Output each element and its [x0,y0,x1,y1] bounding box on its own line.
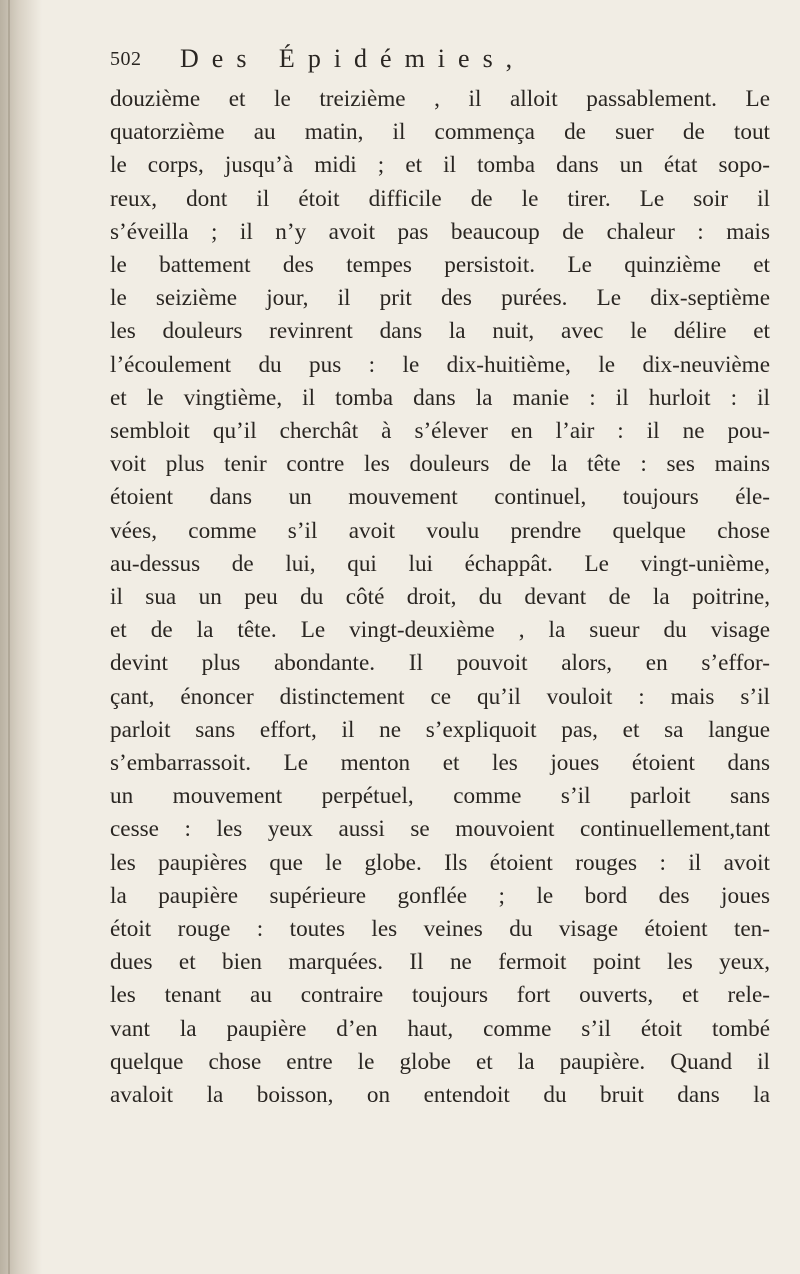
text-line: dues et bien marquées. Il ne fermoit point les yeux, [110,949,770,976]
text-line: au-dessus de lui, qui lui échappât. Le vingt-unième, [110,550,770,577]
text-line: le seizième jour, il prit des purées. Le dix-septième [110,285,770,312]
text-line: quelque chose entre le globe et la paupière. Quand il [110,1048,770,1075]
text-line: le corps, jusqu’à midi ; et il tomba dans un état sopo- [110,152,770,179]
text-line: un mouvement perpétuel, comme s’il parloit sans [110,783,770,810]
text-line: reux, dont il étoit difficile de le tirer. Le soir il [110,185,770,212]
text-line: et le vingtième, il tomba dans la manie : il hurloit : il [110,384,770,411]
text-line: et de la tête. Le vingt-deuxième , la sueur du visage [110,617,770,644]
text-line: parloit sans effort, il ne s’expliquoit pas, et sa langue [110,716,770,743]
binding-edge [8,0,10,1274]
text-line: étoit rouge : toutes les veines du visage étoient ten- [110,916,770,943]
text-line: cesse : les yeux aussi se mouvoient continuellement,tant [110,816,770,843]
text-line: les douleurs revinrent dans la nuit, avec le délire et [110,318,770,345]
running-title: Des Épidémies, [180,44,526,73]
text-line: s’éveilla ; il n’y avoit pas beaucoup de chaleur : mais [110,218,770,245]
text-line: avaloit la boisson, on entendoit du bruit dans la [110,1082,770,1109]
body-text [110,83,770,1112]
text-line: il sua un peu du côté droit, du devant de la poitrine, [110,584,770,611]
text-line: sembloit qu’il cherchât à s’élever en l’air : il ne pou- [110,418,770,445]
page-header [110,44,750,84]
text-line: vées, comme s’il avoit voulu prendre quelque chose [110,517,770,544]
text-line: le battement des tempes persistoit. Le quinzième et [110,252,770,279]
text-line: les tenant au contraire toujours fort ouverts, et rele- [110,982,770,1009]
page-gutter-shadow [0,0,42,1274]
text-line: étoient dans un mouvement continuel, toujours éle- [110,484,770,511]
text-line: s’embarrassoit. Le menton et les joues étoient dans [110,750,770,777]
page-number: 502 [110,48,142,70]
text-line: la paupière supérieure gonflée ; le bord des joues [110,882,770,909]
text-line: les paupières que le globe. Ils étoient rouges : il avoit [110,849,770,876]
text-line: çant, énoncer distinctement ce qu’il vouloit : mais s’il [110,683,770,710]
text-line: douzième et le treizième , il alloit passablement. Le [110,86,770,112]
text-line: quatorzième au matin, il commença de suer de tout [110,119,770,146]
text-line: l’écoulement du pus : le dix-huitième, le dix-neuvième [110,351,770,378]
text-line: voit plus tenir contre les douleurs de la tête : ses mains [110,451,770,478]
text-line: devint plus abondante. Il pouvoit alors, en s’effor- [110,650,770,677]
text-line: vant la paupière d’en haut, comme s’il étoit tombé [110,1015,770,1042]
